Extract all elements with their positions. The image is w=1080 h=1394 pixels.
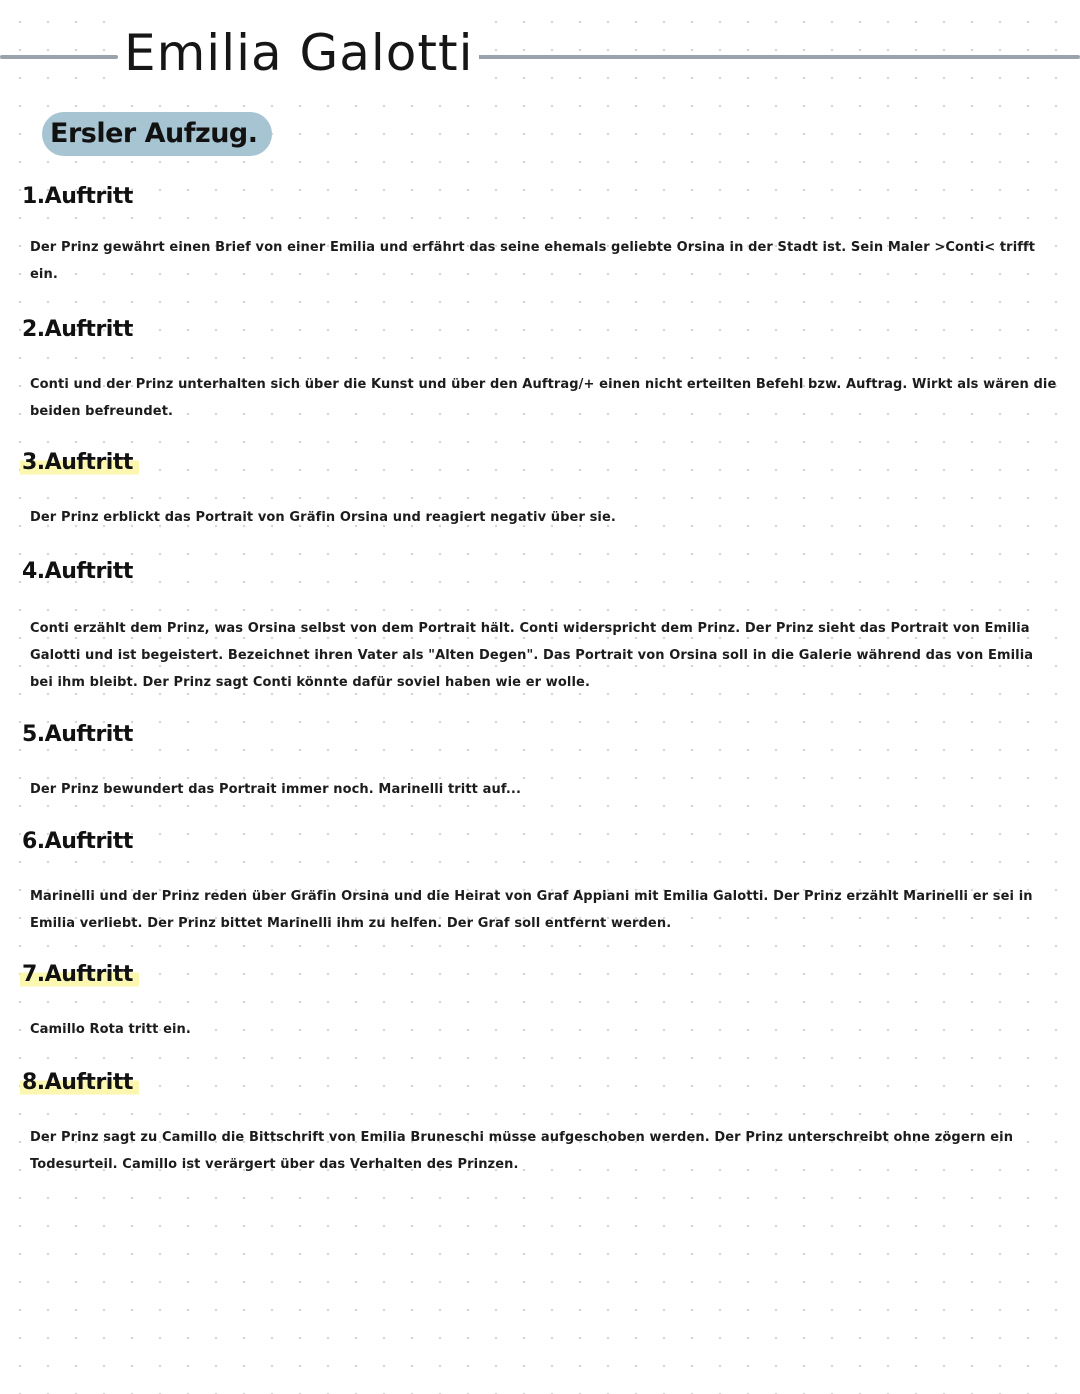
scene-summary: Camillo Rota tritt ein. <box>30 1022 191 1037</box>
scene-summary: Conti und der Prinz unterhalten sich über die Kunst und über den Auftrag/+ einen nicht erteilten Befehl bzw. Auftrag. Wirkt als wären die beiden befreundet. <box>30 377 1057 419</box>
scene-5 <box>20 720 1060 803</box>
scene-summary: Der Prinz bewundert das Portrait immer noch. Marinelli tritt auf... <box>30 782 521 797</box>
scene-4 <box>20 557 1060 696</box>
scene-2 <box>20 315 1060 425</box>
scene-heading: 1.Auftritt <box>22 184 133 209</box>
scene-6 <box>20 827 1060 937</box>
title-rule-right <box>424 55 1080 59</box>
scene-heading: 8.Auftritt <box>20 1068 139 1098</box>
scene-heading: 7.Auftritt <box>20 960 139 990</box>
scene-heading: 6.Auftritt <box>22 829 133 854</box>
scene-summary: Der Prinz gewährt einen Brief von einer Emilia und erfährt das seine ehemals geliebte Orsina in der Stadt ist. Sein Maler >Conti< trifft ein. <box>30 240 1036 282</box>
page-title: Emilia Galotti <box>118 18 479 88</box>
scene-heading: 3.Auftritt <box>20 448 139 478</box>
scene-summary: Conti erzählt dem Prinz, was Orsina selbst von dem Portrait hält. Conti widerspricht dem Prinz. Der Prinz sieht das Portrait von Emilia Galotti und ist begeistert. Bezeichnet ihren Vater als "Alten Degen". Das Portrait von Orsina soll in die Galerie während das von Emilia bei ihm bleibt. Der Prinz sagt Conti könnte dafür soviel haben wie er wolle. <box>30 621 1034 690</box>
scene-summary: Der Prinz sagt zu Camillo die Bittschrift von Emilia Bruneschi müsse aufgeschoben werden. Der Prinz unterschreibt ohne zögern ein Todesurteil. Camillo ist verärgert über das Verhalten des Prinzen. <box>30 1130 1014 1172</box>
scene-heading: 5.Auftritt <box>22 722 133 747</box>
title-rule-left <box>0 55 118 59</box>
scene-1 <box>20 182 1060 288</box>
scene-8 <box>20 1068 1060 1178</box>
scene-summary: Marinelli und der Prinz reden über Gräfin Orsina und die Heirat von Graf Appiani mit Emilia Galotti. Der Prinz erzählt Marinelli er sei in Emilia verliebt. Der Prinz bittet Marinelli ihm zu helfen. Der Graf soll entfernt werden. <box>30 889 1033 931</box>
scene-summary: Der Prinz erblickt das Portrait von Gräfin Orsina und reagiert negativ über sie. <box>30 510 616 525</box>
scene-heading: 2.Auftritt <box>22 317 133 342</box>
scene-3 <box>20 448 1060 531</box>
scene-7 <box>20 960 1060 1043</box>
act-heading: Ersler Aufzug. <box>42 112 272 156</box>
scene-heading: 4.Auftritt <box>22 559 133 584</box>
